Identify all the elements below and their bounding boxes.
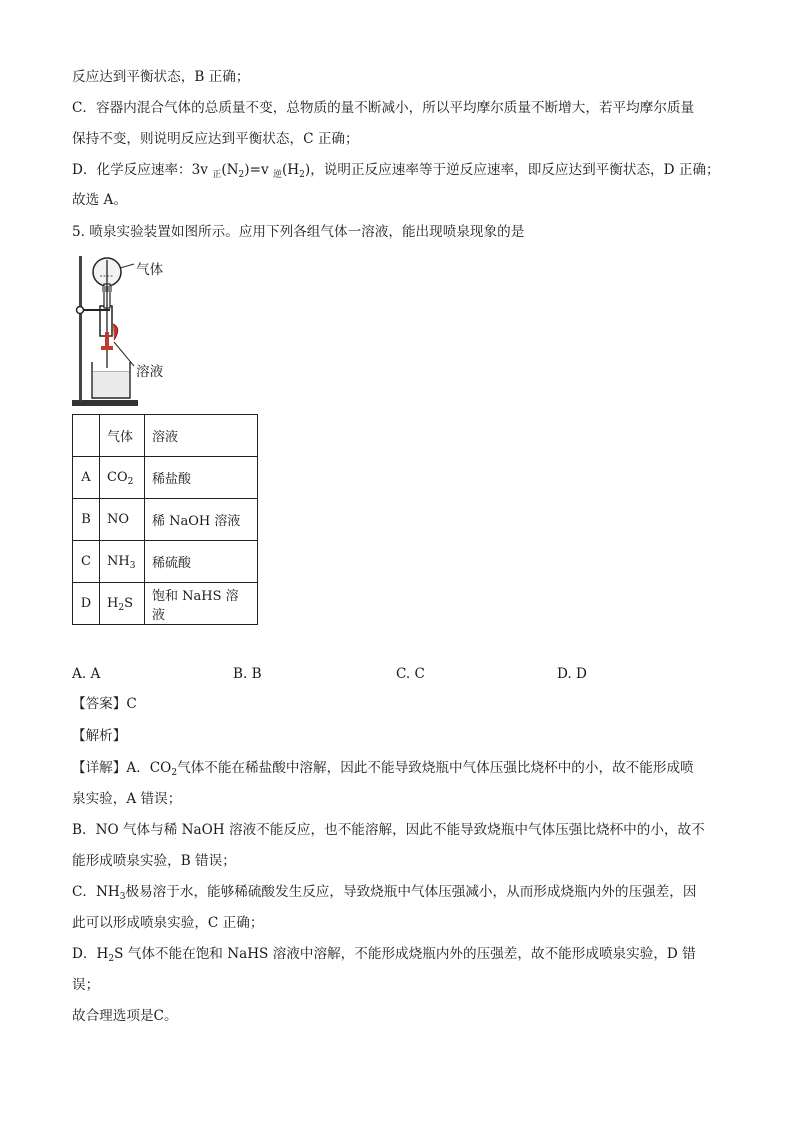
choice-d: D. D (557, 666, 587, 682)
table-row (73, 541, 258, 583)
table-header-cell: 气体 (100, 415, 145, 457)
gas-cell (100, 583, 145, 625)
text-span: D．H (72, 946, 109, 962)
subscript: 逆 (272, 170, 282, 180)
text-span: (N (221, 162, 239, 178)
text-span: )，说明正反应速率等于逆反应速率，即反应达到平衡状态，D 正确； (304, 162, 720, 178)
explain-line: B．NO 气体与稀 NaOH 溶液不能反应，也不能溶解，因此不能导致烧瓶中气体压强比烧杯中的小，故不 (72, 822, 705, 838)
gas-cell (100, 499, 145, 541)
solution-cell: 稀硫酸 (145, 541, 258, 583)
question-stem: 5. 喷泉实验装置如图所示。应用下列各组气体一溶液，能出现喷泉现象的是 (72, 224, 525, 240)
text-span: C．NH (72, 884, 120, 900)
solution-cell: 稀 NaOH 溶液 (145, 499, 258, 541)
explain-line: 泉实验，A 错误； (72, 791, 182, 807)
solution-cell: 稀盐酸 (145, 457, 258, 499)
analysis-title: 【解析】 (72, 728, 127, 744)
explain-line: 故合理选项是C。 (72, 1008, 178, 1024)
table-row (73, 457, 258, 499)
text-span: 气体不能在稀盐酸中溶解，因此不能导致烧瓶中气体压强比烧杯中的小，故不能形成喷 (177, 760, 694, 776)
text-line: 反应达到平衡状态，B 正确； (72, 69, 250, 85)
table-header-cell: 溶液 (145, 415, 258, 457)
option-letter: B (73, 499, 100, 541)
explain-line: 误； (72, 977, 100, 993)
gas-formula: CO (107, 470, 128, 485)
answer: 【答案】C (72, 696, 137, 712)
choice-b: B. B (233, 666, 262, 682)
subscript: 2 (299, 170, 305, 180)
table-row (73, 583, 258, 625)
text-span: S 气体不能在饱和 NaHS 溶液中溶解，不能形成烧瓶内外的压强差，故不能形成喷泉实验，D 错 (114, 946, 696, 962)
fountain-apparatus-figure (70, 250, 190, 410)
gas-cell (100, 541, 145, 583)
gas-formula: NO (107, 512, 130, 527)
gas-cell (100, 457, 145, 499)
text-span: 极易溶于水，能够稀硫酸发生反应，导致烧瓶中气体压强减小，从而形成烧瓶内外的压强差，因 (125, 884, 697, 900)
options-table (72, 414, 258, 625)
text-line: C．容器内混合气体的总质量不变，总物质的量不断减小，所以平均摩尔质量不断增大，若平均摩尔质量 (72, 100, 695, 116)
text-span: D．化学反应速率：3v (72, 162, 213, 178)
solution-cell: 饱和 NaHS 溶液 (145, 583, 258, 625)
gas-formula: H (107, 596, 119, 611)
subscript: 2 (127, 477, 134, 487)
table-row (73, 499, 258, 541)
subscript: 3 (129, 561, 136, 571)
gas-formula-suffix: S (124, 596, 133, 611)
option-letter: C (73, 541, 100, 583)
choice-c: C. C (396, 666, 425, 682)
subscript: 2 (118, 603, 125, 613)
option-letter: A (73, 457, 100, 499)
apparatus-drawing (70, 250, 190, 410)
explain-line: 此可以形成喷泉实验，C 正确； (72, 915, 264, 931)
gas-formula: NH (107, 554, 130, 569)
explain-line (72, 882, 696, 902)
table-header-cell (73, 415, 100, 457)
explain-line: 能形成喷泉实验，B 错误； (72, 853, 236, 869)
subscript: 2 (171, 768, 178, 778)
text-line (72, 160, 720, 180)
text-span: )=v (244, 162, 273, 178)
subscript: 2 (238, 170, 245, 180)
text-span: (H (281, 162, 300, 178)
subscript: 2 (108, 954, 115, 964)
explain-line (72, 944, 696, 964)
option-letter: D (73, 583, 100, 625)
text-line: 保持不变，则说明反应达到平衡状态，C 正确； (72, 131, 359, 147)
label-solution: 溶液 (136, 364, 164, 380)
label-gas: 气体 (136, 262, 164, 278)
explain-line (72, 758, 694, 778)
subscript: 正 (212, 170, 222, 180)
text-line: 故选 A。 (72, 192, 127, 208)
table-header-row (73, 415, 258, 457)
subscript: 3 (119, 892, 126, 902)
choice-a: A. A (72, 666, 101, 682)
text-span: 【详解】A．CO (72, 760, 172, 776)
